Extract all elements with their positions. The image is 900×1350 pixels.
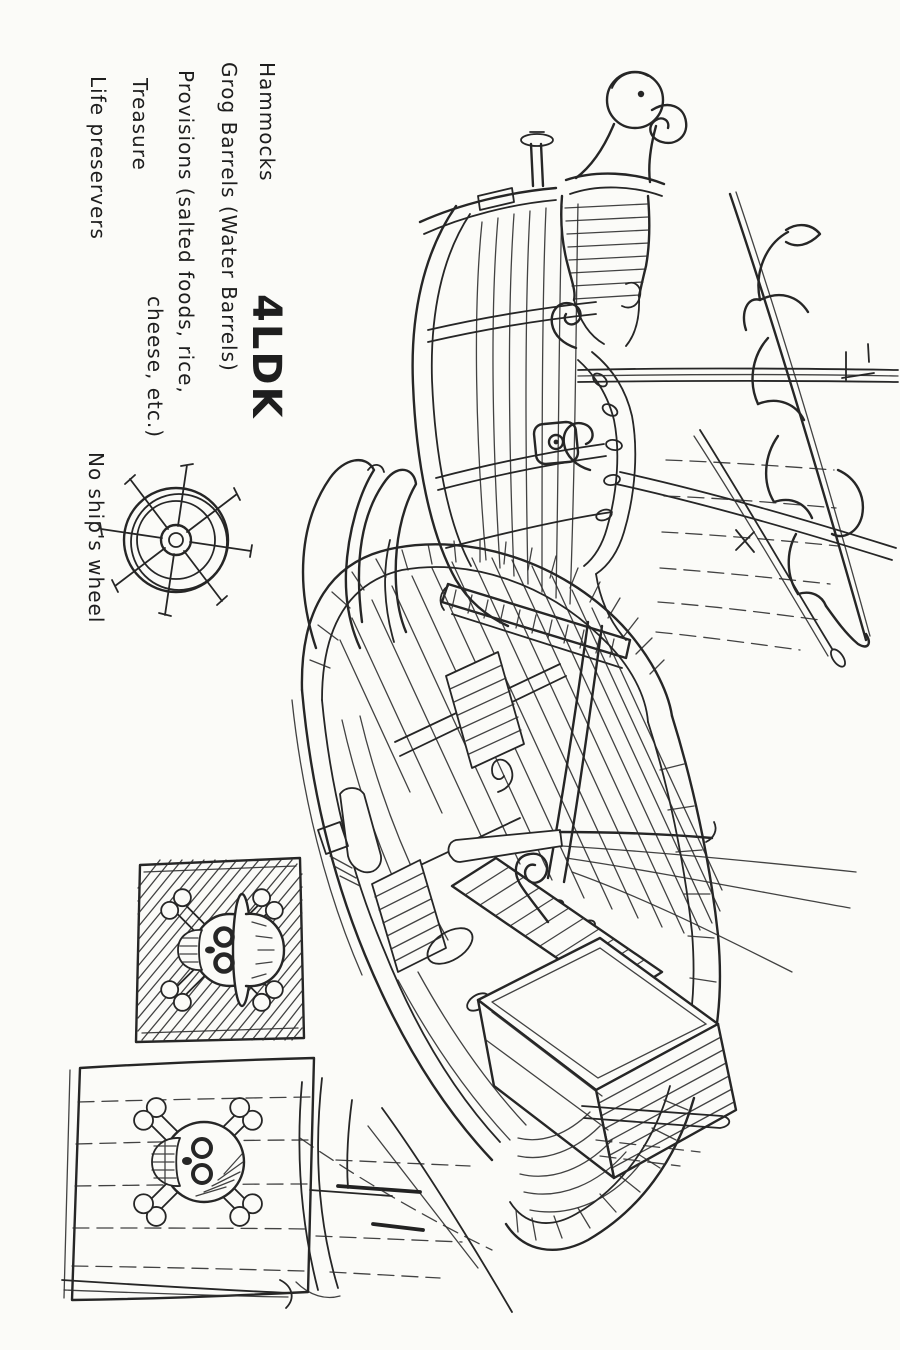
label-hammocks: Hammocks — [255, 62, 279, 182]
label-life-preservers: Life preservers — [86, 76, 110, 240]
stairs-sketch — [372, 652, 524, 972]
jolly-roger-sail-sketch — [62, 1058, 314, 1308]
cabin-sketch — [478, 938, 736, 1178]
label-provisions-1: Provisions (salted foods, rice, — [174, 70, 198, 394]
furled-sail-sketch — [730, 192, 870, 646]
label-treasure: Treasure — [128, 78, 152, 171]
jolly-roger-flag-sketch — [136, 858, 304, 1042]
label-provisions-2: cheese, etc.) — [143, 296, 167, 439]
sail-corner-sketch — [656, 430, 848, 669]
label-grog-barrels: Grog Barrels (Water Barrels) — [217, 62, 241, 372]
ship-cutaway-top-view-sketch — [292, 460, 856, 1312]
rigging-sketch — [296, 1078, 512, 1312]
figurehead-rear-sketch — [303, 460, 416, 648]
label-room-layout: 4LDK — [243, 294, 289, 420]
label-no-ships-wheel: No ship's wheel — [84, 452, 108, 624]
ships-wheel-sketch — [100, 464, 252, 616]
bow-stem-sketch — [552, 196, 650, 640]
ship-bow-side-view-sketch — [413, 72, 898, 669]
skull-crossbones-icon — [130, 1094, 266, 1230]
figurehead-side-sketch — [566, 72, 686, 196]
mast-stub-sketch — [521, 132, 553, 186]
